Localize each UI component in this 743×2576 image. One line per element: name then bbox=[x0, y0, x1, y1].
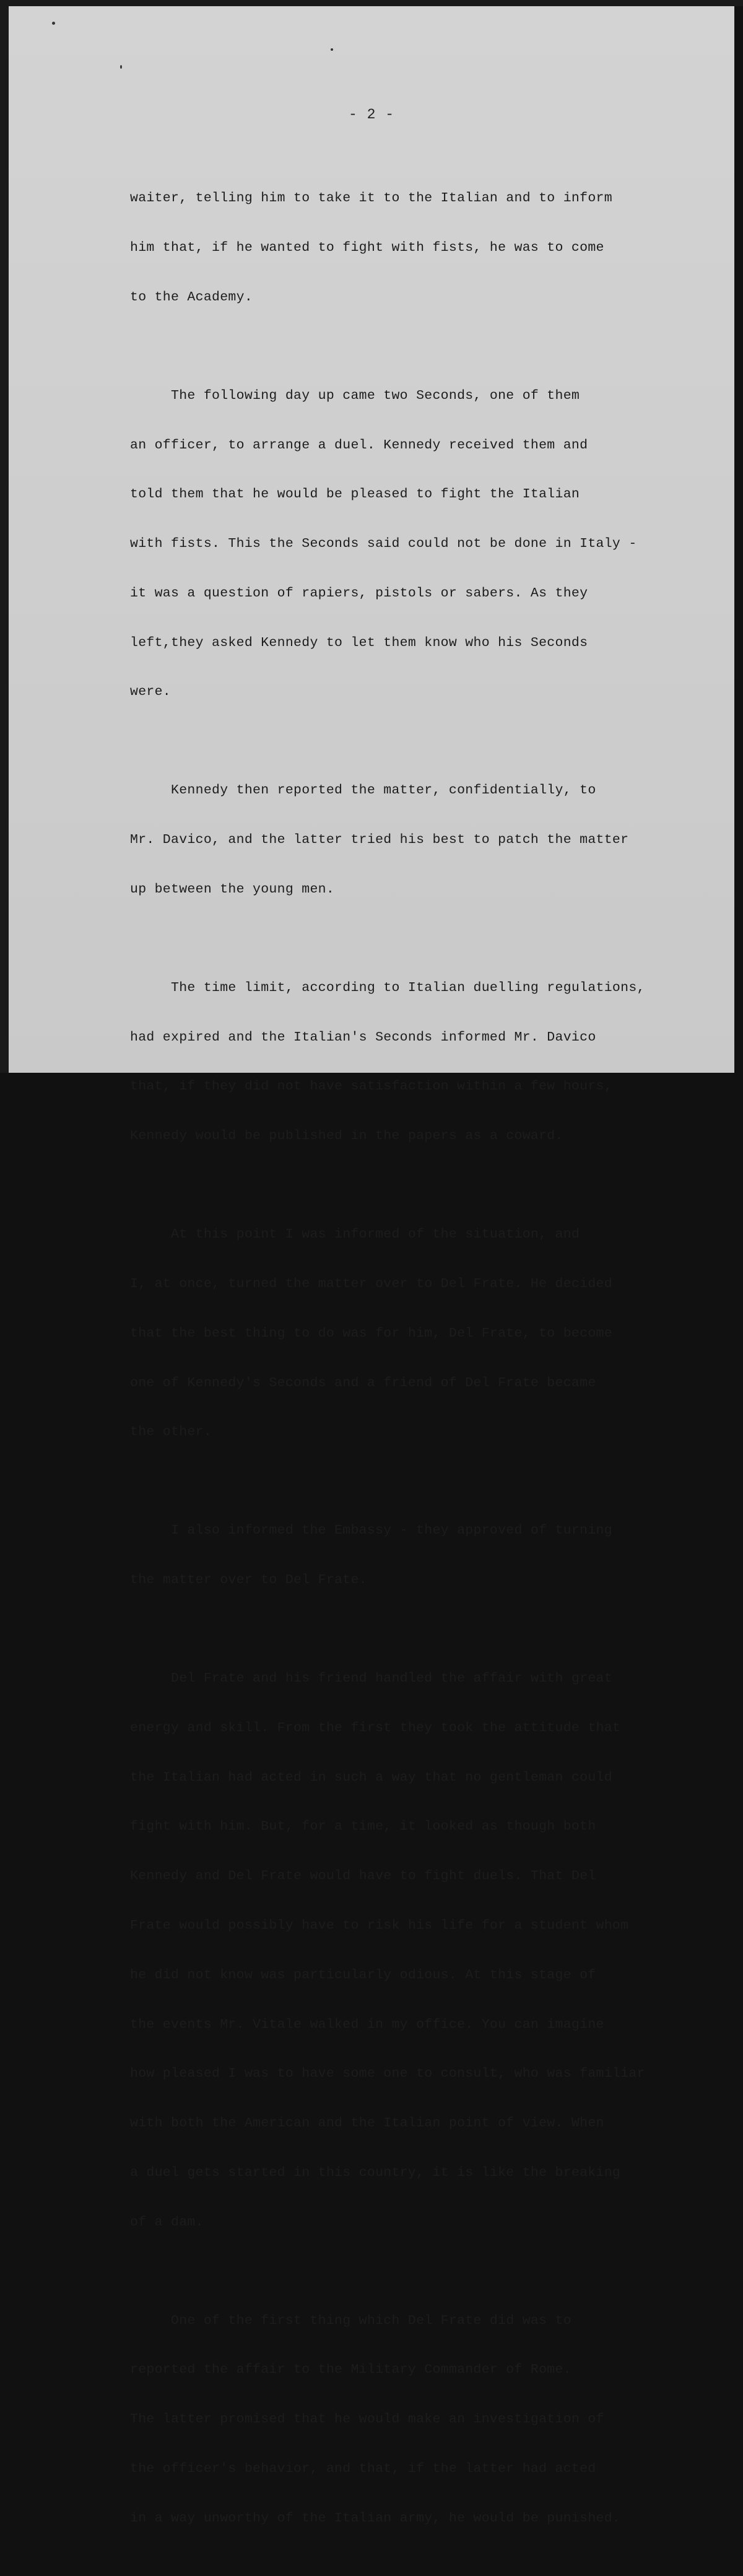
text-line: energy and skill. From the first they took the attitude that bbox=[130, 1720, 621, 1736]
text-line: it was a question of rapiers, pistols or sabers. As they bbox=[130, 585, 588, 601]
paragraph-5 bbox=[130, 1194, 712, 1474]
text-line: up between the young men. bbox=[130, 881, 335, 897]
text-line: waiter, telling him to take it to the Italian and to inform bbox=[130, 191, 612, 206]
text-line: Kennedy and Del Frate would have to fight duels. That Del bbox=[130, 1869, 596, 1884]
text-line: fight with him. But, for a time, it looked as though both bbox=[130, 1819, 596, 1835]
text-line: that the best thing to do was for him, Del Frate, to become bbox=[130, 1325, 612, 1341]
text-line: he did not know was particularly odious. At this stage of bbox=[130, 1967, 596, 1983]
text-line: in a way unworthy of the Italian army, he would be punished. bbox=[130, 2510, 621, 2526]
text-line: One of the first thing which Del Frate did was to bbox=[130, 2313, 571, 2328]
text-line: with both the American and the Italian point of view. When bbox=[130, 2116, 604, 2131]
scan-border-left bbox=[0, 0, 9, 1073]
text-line: an officer, to arrange a duel. Kennedy received them and bbox=[130, 437, 588, 453]
text-line: a duel gets started in this country, it is like the breaking bbox=[130, 2165, 621, 2180]
paper-speck bbox=[120, 65, 122, 69]
text-line: Kennedy then reported the matter, confidentially, to bbox=[130, 783, 596, 798]
text-line: The latter promised that he would make an investigation of bbox=[130, 2412, 604, 2427]
text-line: Kennedy would be published in the papers as a coward. bbox=[130, 1129, 563, 1144]
text-line: with fists. This the Seconds said could not be done in Italy - bbox=[130, 536, 637, 552]
page-number: - 2 - bbox=[348, 107, 394, 123]
text-line: told them that he would be pleased to fight the Italian bbox=[130, 487, 580, 502]
text-line: Del Frate and his friend handled the affair with great bbox=[130, 1671, 612, 1687]
text-line: had expired and the Italian's Seconds informed Mr. Davico bbox=[130, 1029, 596, 1045]
text-line: the matter over to Del Frate. bbox=[130, 1573, 367, 1588]
paragraph-6 bbox=[130, 1490, 712, 1622]
paragraph-8 bbox=[130, 2279, 712, 2559]
text-line: At this point I was informed of the situation, and bbox=[130, 1227, 580, 1242]
text-line: Mr. Davico, and the latter tried his best to patch the matter bbox=[130, 832, 629, 848]
text-line: The following day up came two Seconds, one of them bbox=[130, 388, 580, 403]
document-page bbox=[9, 6, 734, 2526]
text-line: how pleased I was to have some one to consult, who was familiar bbox=[130, 2066, 645, 2082]
paper-speck bbox=[52, 22, 55, 25]
letter-body bbox=[130, 157, 712, 2576]
text-line: to the Academy. bbox=[130, 289, 253, 305]
paragraph-3 bbox=[130, 749, 712, 931]
scan-border-top bbox=[0, 0, 743, 6]
text-line: the Italian had acted in such a way that no gentleman could bbox=[130, 1770, 612, 1785]
text-line: that, if they did not have satisfaction within a few hours, bbox=[130, 1079, 612, 1094]
text-line: I, at once, turned the matter over to Del Frate. He decided bbox=[130, 1277, 612, 1291]
paper-speck bbox=[331, 48, 333, 51]
paragraph-1 bbox=[130, 157, 712, 339]
text-line: Frate would possibly have to risk his life for a student whom bbox=[130, 1918, 629, 1933]
text-line: the officer's behavior, and that, if the latter had acted bbox=[130, 2461, 596, 2476]
text-line: left,they asked Kennedy to let them know who his Seconds bbox=[130, 635, 588, 650]
paragraph-2 bbox=[130, 355, 712, 734]
text-line: the events Mr. Vitale walked in my office. You can imagine bbox=[130, 2017, 604, 2032]
text-line: him that, if he wanted to fight with fists, he was to come bbox=[130, 240, 604, 255]
text-line: were. bbox=[130, 684, 172, 700]
text-line: the other. bbox=[130, 1425, 212, 1440]
paragraph-7 bbox=[130, 1638, 712, 2264]
text-line: of a dam. bbox=[130, 2214, 204, 2230]
paragraph-4 bbox=[130, 947, 712, 1177]
text-line: The time limit, according to Italian duelling regulations, bbox=[130, 980, 645, 995]
text-line: reported the affair to the Military Commander of Rome. bbox=[130, 2362, 571, 2378]
text-line: I also informed the Embassy - they approved of turning bbox=[130, 1523, 612, 1539]
text-line: one of Kennedy's Seconds and a friend of Del Frate became bbox=[130, 1375, 596, 1391]
